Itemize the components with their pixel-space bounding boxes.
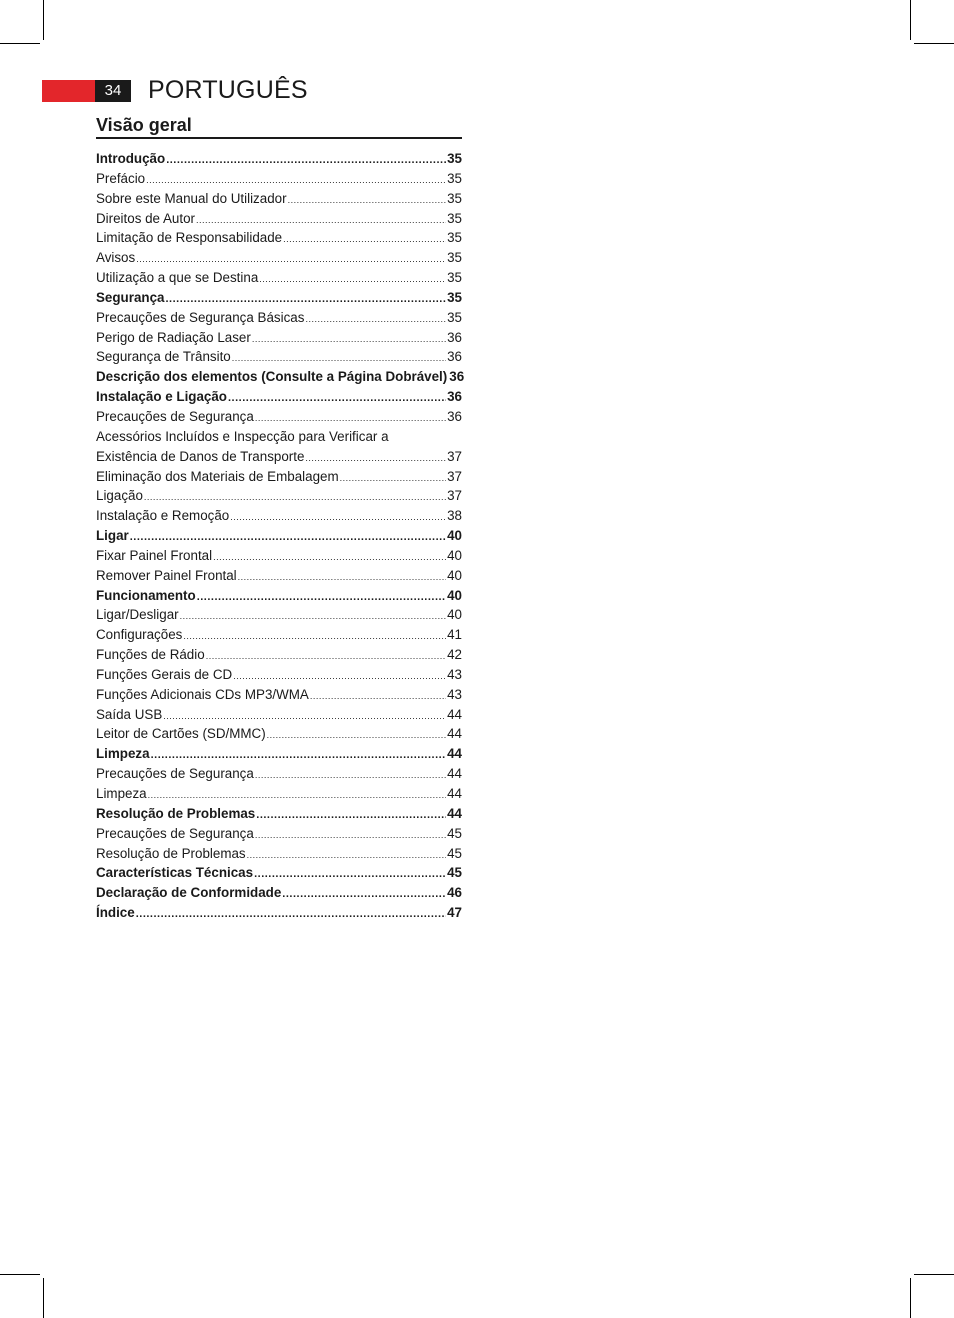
toc-leader-dots	[340, 469, 446, 489]
toc-entry-title: Ligar	[96, 528, 129, 544]
toc-entry-title: Precauções de Segurança Básicas	[96, 309, 305, 325]
toc-leader-dots	[305, 310, 446, 330]
toc-entry-title: Avisos	[96, 250, 136, 266]
toc-entry[interactable]	[96, 863, 462, 883]
toc-entry-page: 40	[447, 607, 462, 623]
toc-entry-title: Instalação e Ligação	[96, 389, 227, 405]
toc-entry-page: 45	[447, 845, 462, 861]
toc-entry-page: 40	[447, 547, 462, 563]
toc-entry-title: Prefácio	[96, 170, 146, 186]
toc-entry[interactable]	[96, 209, 462, 229]
toc-entry-title: Resolução de Problemas	[96, 845, 246, 861]
crop-mark	[0, 43, 40, 44]
toc-entry-title: Remover Painel Frontal	[96, 567, 237, 583]
toc-entry-title: Sobre este Manual do Utilizador	[96, 190, 287, 206]
toc-entry-page: 43	[447, 686, 462, 702]
toc-entry-title: Declaração de Conformidade	[96, 885, 282, 901]
toc-entry-page: 37	[447, 448, 462, 464]
toc-entry-page: 46	[447, 885, 462, 901]
toc-entry-title: Segurança de Trânsito	[96, 349, 231, 365]
toc-leader-dots	[166, 151, 446, 171]
toc-entry-title: Segurança	[96, 289, 165, 305]
toc-entry-page: 36	[449, 369, 465, 385]
toc-leader-dots	[180, 607, 446, 627]
toc-entry-page: 37	[447, 488, 462, 504]
crop-mark	[914, 1274, 954, 1275]
toc-entry-page: 44	[447, 746, 462, 762]
toc-leader-dots	[247, 846, 446, 866]
toc-entry-page: 40	[447, 587, 462, 603]
toc-entry-title: Ligar/Desligar	[96, 607, 179, 623]
toc-entry[interactable]	[96, 486, 462, 506]
toc-entry-title: Instalação e Remoção	[96, 508, 230, 524]
toc-entry-title: Saída USB	[96, 706, 163, 722]
toc-entry[interactable]	[96, 268, 462, 288]
toc-entry-title: Resolução de Problemas	[96, 805, 256, 821]
toc-entry-title: Limpeza	[96, 746, 150, 762]
toc-entry-page: 38	[447, 508, 462, 524]
toc-entry-page: 35	[447, 151, 462, 166]
toc-entry[interactable]	[96, 784, 462, 804]
toc-entry-title: Limpeza	[96, 786, 147, 801]
toc-entry[interactable]	[96, 824, 462, 844]
crop-mark	[914, 43, 954, 44]
toc-entry[interactable]	[96, 844, 462, 864]
toc-entry-title: Características Técnicas	[96, 865, 254, 881]
toc-entry[interactable]	[96, 724, 462, 744]
toc-entry[interactable]	[96, 228, 462, 248]
crop-mark	[910, 1278, 911, 1318]
toc-entry[interactable]	[96, 387, 462, 407]
toc-entry-title: Direitos de Autor	[96, 210, 195, 226]
toc-leader-dots	[197, 588, 446, 608]
toc-entry-page: 44	[447, 805, 462, 821]
toc-entry-page: 35	[447, 270, 462, 286]
toc-entry[interactable]	[96, 546, 462, 566]
toc-leader-dots	[213, 548, 446, 568]
crop-mark	[43, 0, 44, 40]
toc-entry-title: Funções Adicionais CDs MP3/WMA	[96, 686, 309, 702]
toc-entry-page: 41	[447, 627, 462, 643]
toc-entry-page: 45	[447, 825, 462, 841]
toc-entry[interactable]	[96, 189, 462, 209]
toc-entry-page: 44	[447, 786, 462, 801]
toc-entry-title: Funções de Rádio	[96, 647, 205, 663]
toc-entry-title: Existência de Danos de Transporte	[96, 448, 305, 464]
toc-entry[interactable]	[96, 903, 462, 923]
toc-entry-title: Perigo de Radiação Laser	[96, 329, 251, 345]
toc-entry-title: Índice	[96, 905, 135, 921]
toc-entry-page: 40	[447, 567, 462, 583]
toc-leader-dots	[238, 568, 446, 588]
toc-entry[interactable]	[96, 347, 462, 367]
toc-leader-dots	[282, 885, 446, 905]
section-divider	[96, 137, 462, 139]
toc-entry[interactable]	[96, 883, 462, 903]
toc-entry-page: 36	[447, 349, 462, 365]
toc-leader-dots	[228, 389, 446, 409]
toc-entry-page: 36	[447, 389, 462, 405]
toc-leader-dots	[259, 270, 446, 290]
toc-entry-page: 35	[447, 289, 462, 305]
crop-mark	[43, 1278, 44, 1318]
toc-entry-title: Configurações	[96, 627, 183, 643]
toc-entry-title: Precauções de Segurança	[96, 825, 254, 841]
toc-leader-dots	[183, 627, 446, 647]
toc-entry[interactable]	[96, 586, 462, 606]
toc-entry-title: Fixar Painel Frontal	[96, 547, 213, 563]
toc-entry[interactable]	[96, 665, 462, 685]
toc-leader-dots	[136, 905, 446, 925]
toc-entry[interactable]	[96, 645, 462, 665]
toc-entry[interactable]	[96, 288, 462, 308]
toc-entry[interactable]	[96, 427, 462, 447]
toc-entry-title: Limitação de Responsabilidade	[96, 230, 283, 246]
toc-entry-page: 44	[447, 766, 462, 782]
toc-entry-title: Funções Gerais de CD	[96, 666, 233, 682]
toc-entry[interactable]	[96, 506, 462, 526]
toc-entry-page: 44	[447, 706, 462, 722]
language-title: PORTUGUÊS	[148, 76, 308, 104]
toc-leader-dots	[252, 330, 446, 350]
toc-leader-dots	[288, 191, 447, 211]
toc-entry[interactable]	[96, 308, 462, 328]
toc-entry-page: 37	[447, 468, 462, 484]
toc-entry[interactable]	[96, 367, 465, 387]
toc-entry[interactable]	[96, 566, 462, 586]
toc-entry-title: Precauções de Segurança	[96, 408, 254, 424]
toc-entry-title: Leitor de Cartões (SD/MMC)	[96, 726, 266, 742]
toc-entry[interactable]	[96, 248, 462, 268]
toc-leader-dots	[255, 766, 446, 786]
toc-entry[interactable]	[96, 328, 462, 348]
toc-leader-dots	[256, 806, 446, 826]
toc-entry-title: Utilização a que se Destina	[96, 270, 259, 286]
toc-entry-title: Introdução	[96, 151, 166, 166]
toc-entry-title: Precauções de Segurança	[96, 766, 254, 782]
toc-leader-dots	[254, 865, 446, 885]
toc-entry[interactable]	[96, 467, 462, 487]
toc-entry[interactable]	[96, 804, 462, 824]
toc-entry-page: 36	[447, 408, 462, 424]
toc-entry-page: 47	[447, 905, 462, 921]
toc-entry[interactable]	[96, 705, 462, 725]
toc-entry-title: Ligação	[96, 488, 143, 504]
toc-entry[interactable]	[96, 744, 462, 764]
toc-entry-title: Acessórios Incluídos e Inspecção para Verificar a	[96, 428, 389, 444]
toc-entry[interactable]	[96, 764, 462, 784]
toc-entry[interactable]	[96, 625, 462, 645]
toc-entry-page: 45	[447, 865, 462, 881]
toc-entry[interactable]	[96, 605, 462, 625]
section-title: Visão geral	[96, 115, 192, 135]
toc-entry-title: Eliminação dos Materiais de Embalagem	[96, 468, 339, 484]
toc-entry-page: 43	[447, 666, 462, 682]
toc-leader-dots	[230, 508, 446, 528]
header-accent-bar	[42, 80, 95, 102]
toc-entry-page: 40	[447, 528, 462, 544]
crop-mark	[910, 0, 911, 40]
toc-entry-page: 35	[447, 170, 462, 186]
toc-entry[interactable]	[96, 447, 462, 467]
toc-leader-dots	[255, 826, 446, 846]
toc-entry[interactable]	[96, 685, 462, 705]
toc-entry[interactable]	[96, 526, 462, 546]
toc-entry-page: 35	[447, 230, 462, 246]
toc-entry[interactable]	[96, 149, 462, 169]
toc-entry[interactable]	[96, 169, 462, 189]
toc-entry-page: 42	[447, 647, 462, 663]
toc-entry-page: 35	[447, 190, 462, 206]
toc-leader-dots	[310, 687, 446, 707]
toc-leader-dots	[267, 726, 446, 746]
toc-entry-page: 35	[447, 210, 462, 226]
toc-entry[interactable]	[96, 407, 462, 427]
page-number: 34	[95, 80, 131, 102]
crop-mark	[0, 1274, 40, 1275]
toc-leader-dots	[206, 647, 446, 667]
toc-entry-page: 44	[447, 726, 462, 742]
toc-entry-page: 35	[447, 309, 462, 325]
toc-leader-dots	[283, 230, 446, 250]
toc-entry-title: Funcionamento	[96, 587, 196, 603]
toc-entry-page: 35	[447, 250, 462, 266]
toc-entry-title: Descrição dos elementos (Consulte a Página Dobrável)	[96, 369, 448, 385]
toc-entry-page: 36	[447, 329, 462, 345]
table-of-contents	[96, 149, 465, 923]
